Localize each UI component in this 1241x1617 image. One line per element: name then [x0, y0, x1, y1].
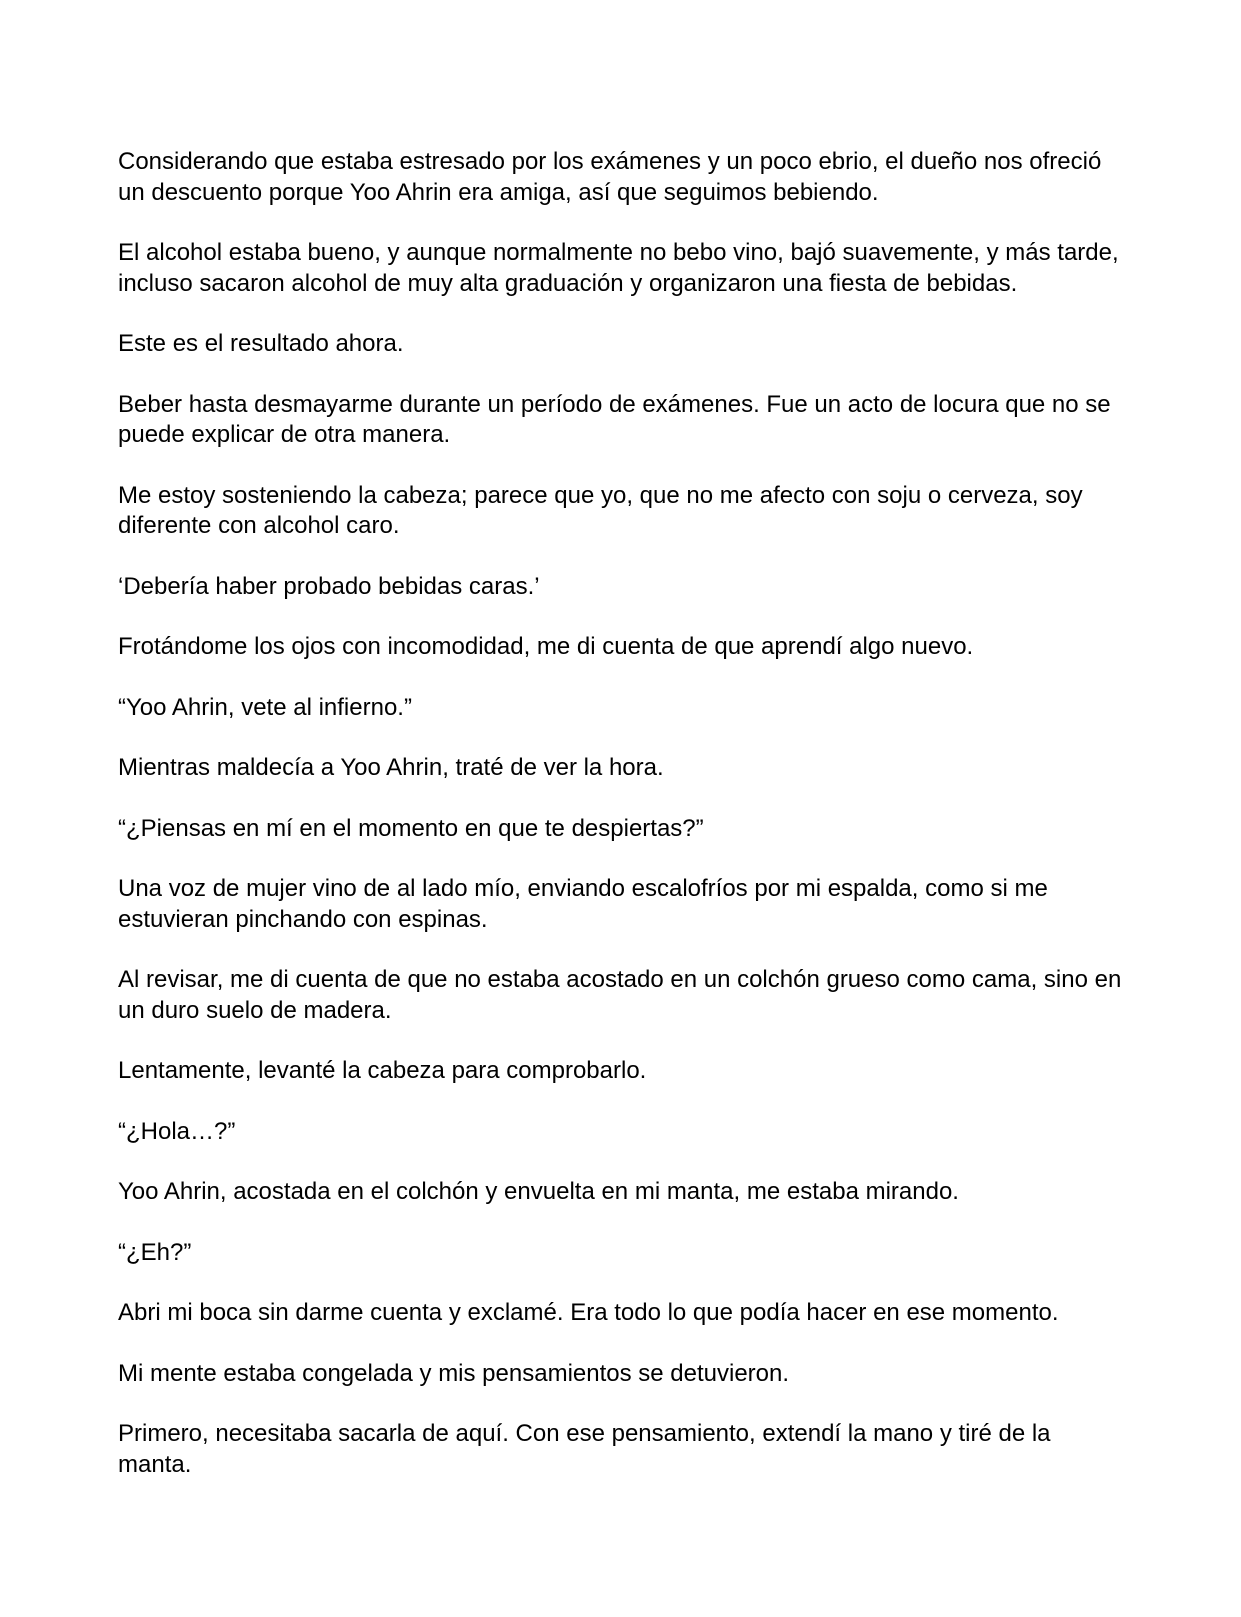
paragraph: “¿Piensas en mí en el momento en que te despiertas?” [118, 814, 704, 842]
paragraph: Mientras maldecía a Yoo Ahrin, traté de ver la hora. [118, 754, 664, 781]
paragraph: “¿Eh?” [118, 1238, 192, 1266]
paragraph: Me estoy sosteniendo la cabeza; parece que yo, que no me afecto con soju o cerveza, soy diferente con alcohol caro. [118, 481, 1083, 539]
paragraph: Una voz de mujer vino de al lado mío, enviando escalofríos por mi espalda, como si me estuvieran pinchando con espinas. [118, 875, 1048, 933]
paragraph: Frotándome los ojos con incomodidad, me di cuenta de que aprendí algo nuevo. [118, 633, 974, 660]
paragraph: Yoo Ahrin, acostada en el colchón y envuelta en mi manta, me estaba mirando. [118, 1178, 959, 1205]
paragraph: El alcohol estaba bueno, y aunque normalmente no bebo vino, bajó suavemente, y más tarde, incluso sacaron alcohol de muy alta graduación y organizaron una fiesta de bebidas. [118, 239, 1119, 297]
paragraph: Este es el resultado ahora. [118, 330, 404, 357]
paragraph: “Yoo Ahrin, vete al infierno.” [118, 693, 412, 721]
paragraph: ‘Debería haber probado bebidas caras.’ [118, 572, 540, 600]
paragraph: Abri mi boca sin darme cuenta y exclamé. Era todo lo que podía hacer en ese momento. [118, 1299, 1059, 1326]
paragraph: “¿Hola…?” [118, 1117, 236, 1145]
paragraph: Considerando que estaba estresado por los exámenes y un poco ebrio, el dueño nos ofreció un descuento porque Yoo Ahrin era amiga, así que seguimos bebiendo. [118, 148, 1102, 206]
document-body [118, 147, 1128, 1510]
paragraph: Lentamente, levanté la cabeza para comprobarlo. [118, 1057, 647, 1084]
paragraph: Mi mente estaba congelada y mis pensamientos se detuvieron. [118, 1359, 790, 1387]
paragraph: Al revisar, me di cuenta de que no estaba acostado en un colchón grueso como cama, sino en un duro suelo de madera. [118, 966, 1122, 1024]
paragraph: Beber hasta desmayarme durante un período de exámenes. Fue un acto de locura que no se puede explicar de otra manera. [118, 390, 1111, 448]
paragraph: Primero, necesitaba sacarla de aquí. Con ese pensamiento, extendí la mano y tiré de la manta. [118, 1420, 1051, 1478]
